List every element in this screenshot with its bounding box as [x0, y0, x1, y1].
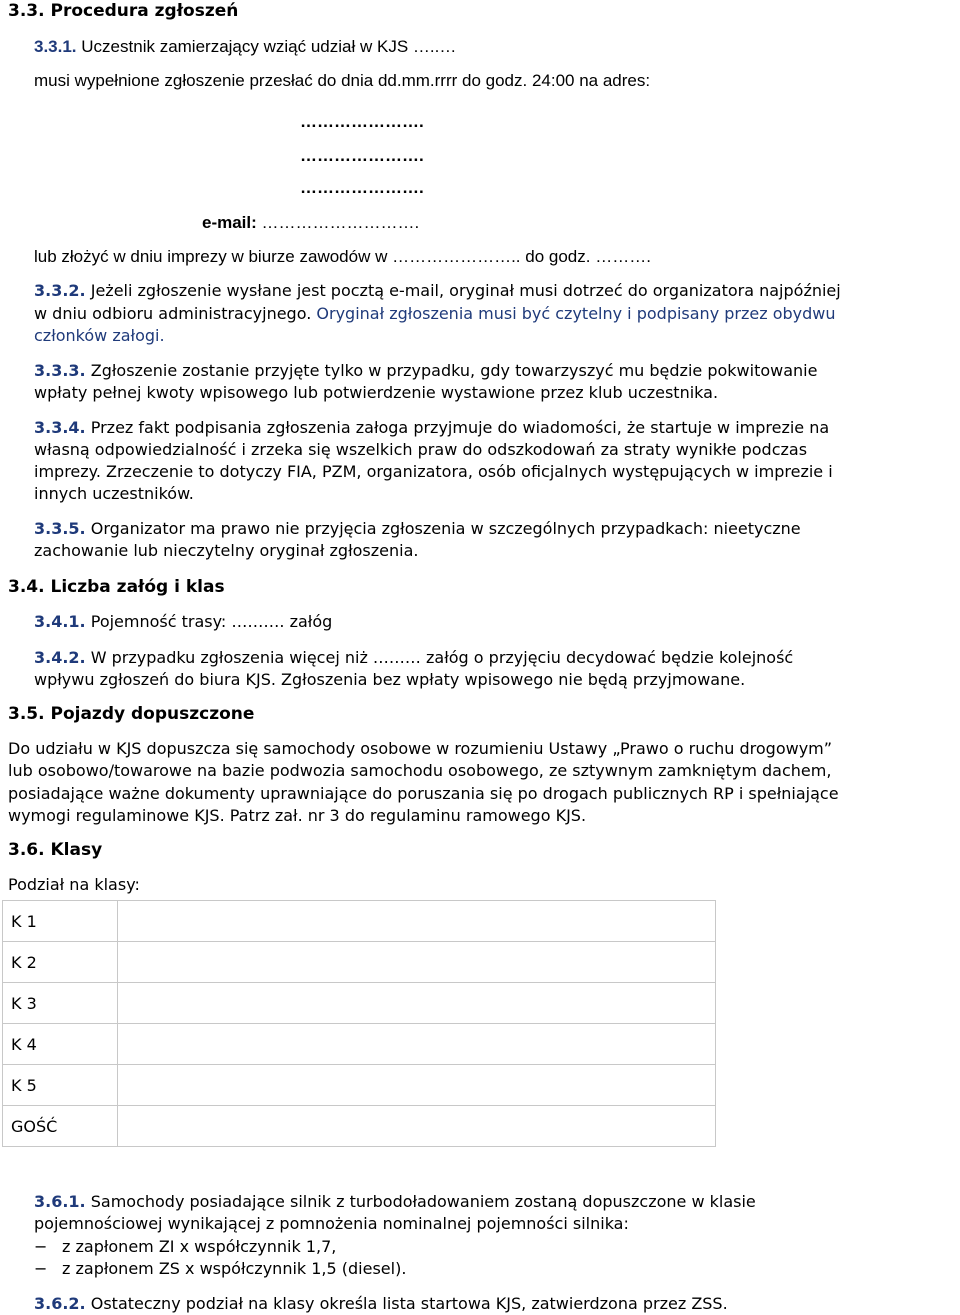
section-heading-3-4: 3.4. Liczba załóg i klas: [8, 577, 225, 597]
paragraph-number: 3.3.5.: [34, 519, 86, 538]
paragraph-text: Jeżeli zgłoszenie wysłane jest pocztą e-mail, oryginał musi dotrzeć do organizatora najpóźniej: [90, 281, 841, 300]
table-row: [3, 1024, 716, 1065]
table-row: [3, 983, 716, 1024]
section-3-5-line4: wymogi regulaminowe KJS. Patrz zał. nr 3 do regulaminu ramowego KJS.: [8, 806, 587, 825]
address-line-3: ………………….: [300, 178, 424, 197]
paragraph-number: 3.3.3.: [34, 361, 86, 380]
paragraph-number: 3.3.2.: [34, 281, 86, 300]
class-label: K 3: [3, 983, 118, 1024]
class-label: K 1: [3, 901, 118, 942]
section-heading-3-6: 3.6. Klasy: [8, 840, 103, 860]
class-value-cell: [117, 1106, 715, 1147]
section-3-5-line1: Do udziału w KJS dopuszcza się samochody osobowe w rozumieniu Ustawy „Prawo o ruchu drogowym”: [8, 739, 833, 758]
class-value-cell: [117, 901, 715, 942]
paragraph-number: 3.3.4.: [34, 418, 86, 437]
paragraph-3-3-4-line2: własną odpowiedzialność i zrzeka się wszelkich praw do odszkodowań za straty wynikłe podczas: [34, 440, 808, 459]
paragraph-text: w dniu odbioru administracyjnego.: [34, 304, 312, 323]
email-line: [202, 212, 419, 234]
paragraph-text-highlight: Oryginał zgłoszenia musi być czytelny i podpisany przez obydwu: [316, 304, 836, 323]
class-label: K 5: [3, 1065, 118, 1106]
class-label: GOŚĆ: [3, 1106, 118, 1147]
class-value-cell: [117, 942, 715, 983]
paragraph-text: Ostateczny podział na klasy określa lista startowa KJS, zatwierdzona przez ZSS.: [90, 1294, 728, 1313]
class-value-cell: [117, 983, 715, 1024]
bullet-dash-icon: −: [34, 1259, 48, 1278]
paragraph-3-6-2: [34, 1293, 728, 1315]
bullet-dash-icon: −: [34, 1237, 48, 1256]
class-label: K 4: [3, 1024, 118, 1065]
bullet-text: z zapłonem ZI x współczynnik 1,7,: [62, 1237, 337, 1256]
class-table: [2, 900, 716, 1147]
section-3-5-line2: lub osobowo/towarowe na bazie podwozia samochodu osobowego, ze sztywnym zamkniętym dachem,: [8, 761, 832, 780]
paragraph-3-3-2-line2: [34, 303, 836, 325]
table-row: [3, 1065, 716, 1106]
class-label: K 2: [3, 942, 118, 983]
section-3-5-line3: posiadające ważne dokumenty uprawniające do poruszania się po drogach publicznych RP i spełniające: [8, 784, 839, 803]
paragraph-3-3-3: [34, 360, 817, 382]
paragraph-3-6-1-line2: pojemnościowej wynikającej z pomnożenia nominalnej pojemności silnika:: [34, 1214, 629, 1233]
paragraph-text: Pojemność trasy: ………. załóg: [90, 612, 333, 631]
paragraph-number: 3.4.2.: [34, 648, 86, 667]
bullet-item: [34, 1258, 406, 1280]
section-heading-3-5: 3.5. Pojazdy dopuszczone: [8, 704, 255, 724]
bullet-item: [34, 1236, 336, 1258]
address-line-2: ………………….: [300, 146, 424, 165]
paragraph-3-3-1: [34, 36, 456, 58]
email-label: e-mail:: [202, 213, 257, 232]
paragraph-number: 3.3.1.: [34, 37, 77, 56]
bullet-text: z zapłonem ZS x współczynnik 1,5 (diesel).: [62, 1259, 407, 1278]
paragraph-3-3-4-line3: imprezy. Zrzeczenie to dotyczy FIA, PZM, organizatora, osób oficjalnych występujących w imprezie i: [34, 462, 833, 481]
submission-location-line: lub złożyć w dniu imprezy w biurze zawodów w ………………….. do godz. ……….: [34, 247, 651, 266]
table-row: [3, 901, 716, 942]
paragraph-3-3-3-line2: wpłaty pełnej kwoty wpisowego lub potwierdzenie wystawione przez klub uczestnika.: [34, 383, 719, 402]
paragraph-3-3-2-line3: członków załogi.: [34, 326, 165, 345]
paragraph-number: 3.6.1.: [34, 1192, 86, 1211]
paragraph-3-6-1: [34, 1191, 756, 1213]
paragraph-3-3-2: [34, 280, 841, 302]
paragraph-3-4-1: [34, 611, 332, 633]
paragraph-3-3-5-line2: zachowanie lub nieczytelny oryginał zgłoszenia.: [34, 541, 419, 560]
email-placeholder: ……………………….: [261, 213, 420, 232]
class-division-intro: Podział na klasy:: [8, 875, 140, 894]
class-value-cell: [117, 1065, 715, 1106]
paragraph-3-3-5: [34, 518, 801, 540]
table-row: [3, 1106, 716, 1147]
paragraph-text: W przypadku zgłoszenia więcej niż ……… załóg o przyjęciu decydować będzie kolejność: [90, 648, 794, 667]
paragraph-3-4-2-line2: wpływu zgłoszeń do biura KJS. Zgłoszenia bez wpłaty wpisowego nie będą przyjmowane.: [34, 670, 746, 689]
section-heading-3-3: 3.3. Procedura zgłoszeń: [8, 1, 239, 21]
paragraph-3-3-4: [34, 417, 829, 439]
paragraph-text: Organizator ma prawo nie przyjęcia zgłoszenia w szczególnych przypadkach: nieetyczne: [90, 519, 801, 538]
table-row: [3, 942, 716, 983]
paragraph-3-3-1-line2: musi wypełnione zgłoszenie przesłać do dnia dd.mm.rrrr do godz. 24:00 na adres:: [34, 71, 651, 90]
paragraph-number: 3.6.2.: [34, 1294, 86, 1313]
address-line-1: ………………….: [300, 112, 424, 131]
paragraph-text: Uczestnik zamierzający wziąć udział w KJS …..…: [81, 37, 457, 56]
paragraph-text: Przez fakt podpisania zgłoszenia załoga przyjmuje do wiadomości, że startuje w imprezie na: [90, 418, 830, 437]
paragraph-3-3-4-line4: innych uczestników.: [34, 484, 194, 503]
paragraph-text: Samochody posiadające silnik z turbodoładowaniem zostaną dopuszczone w klasie: [90, 1192, 756, 1211]
class-value-cell: [117, 1024, 715, 1065]
paragraph-3-4-2: [34, 647, 793, 669]
paragraph-number: 3.4.1.: [34, 612, 86, 631]
paragraph-text: Zgłoszenie zostanie przyjęte tylko w przypadku, gdy towarzyszyć mu będzie pokwitowanie: [90, 361, 818, 380]
